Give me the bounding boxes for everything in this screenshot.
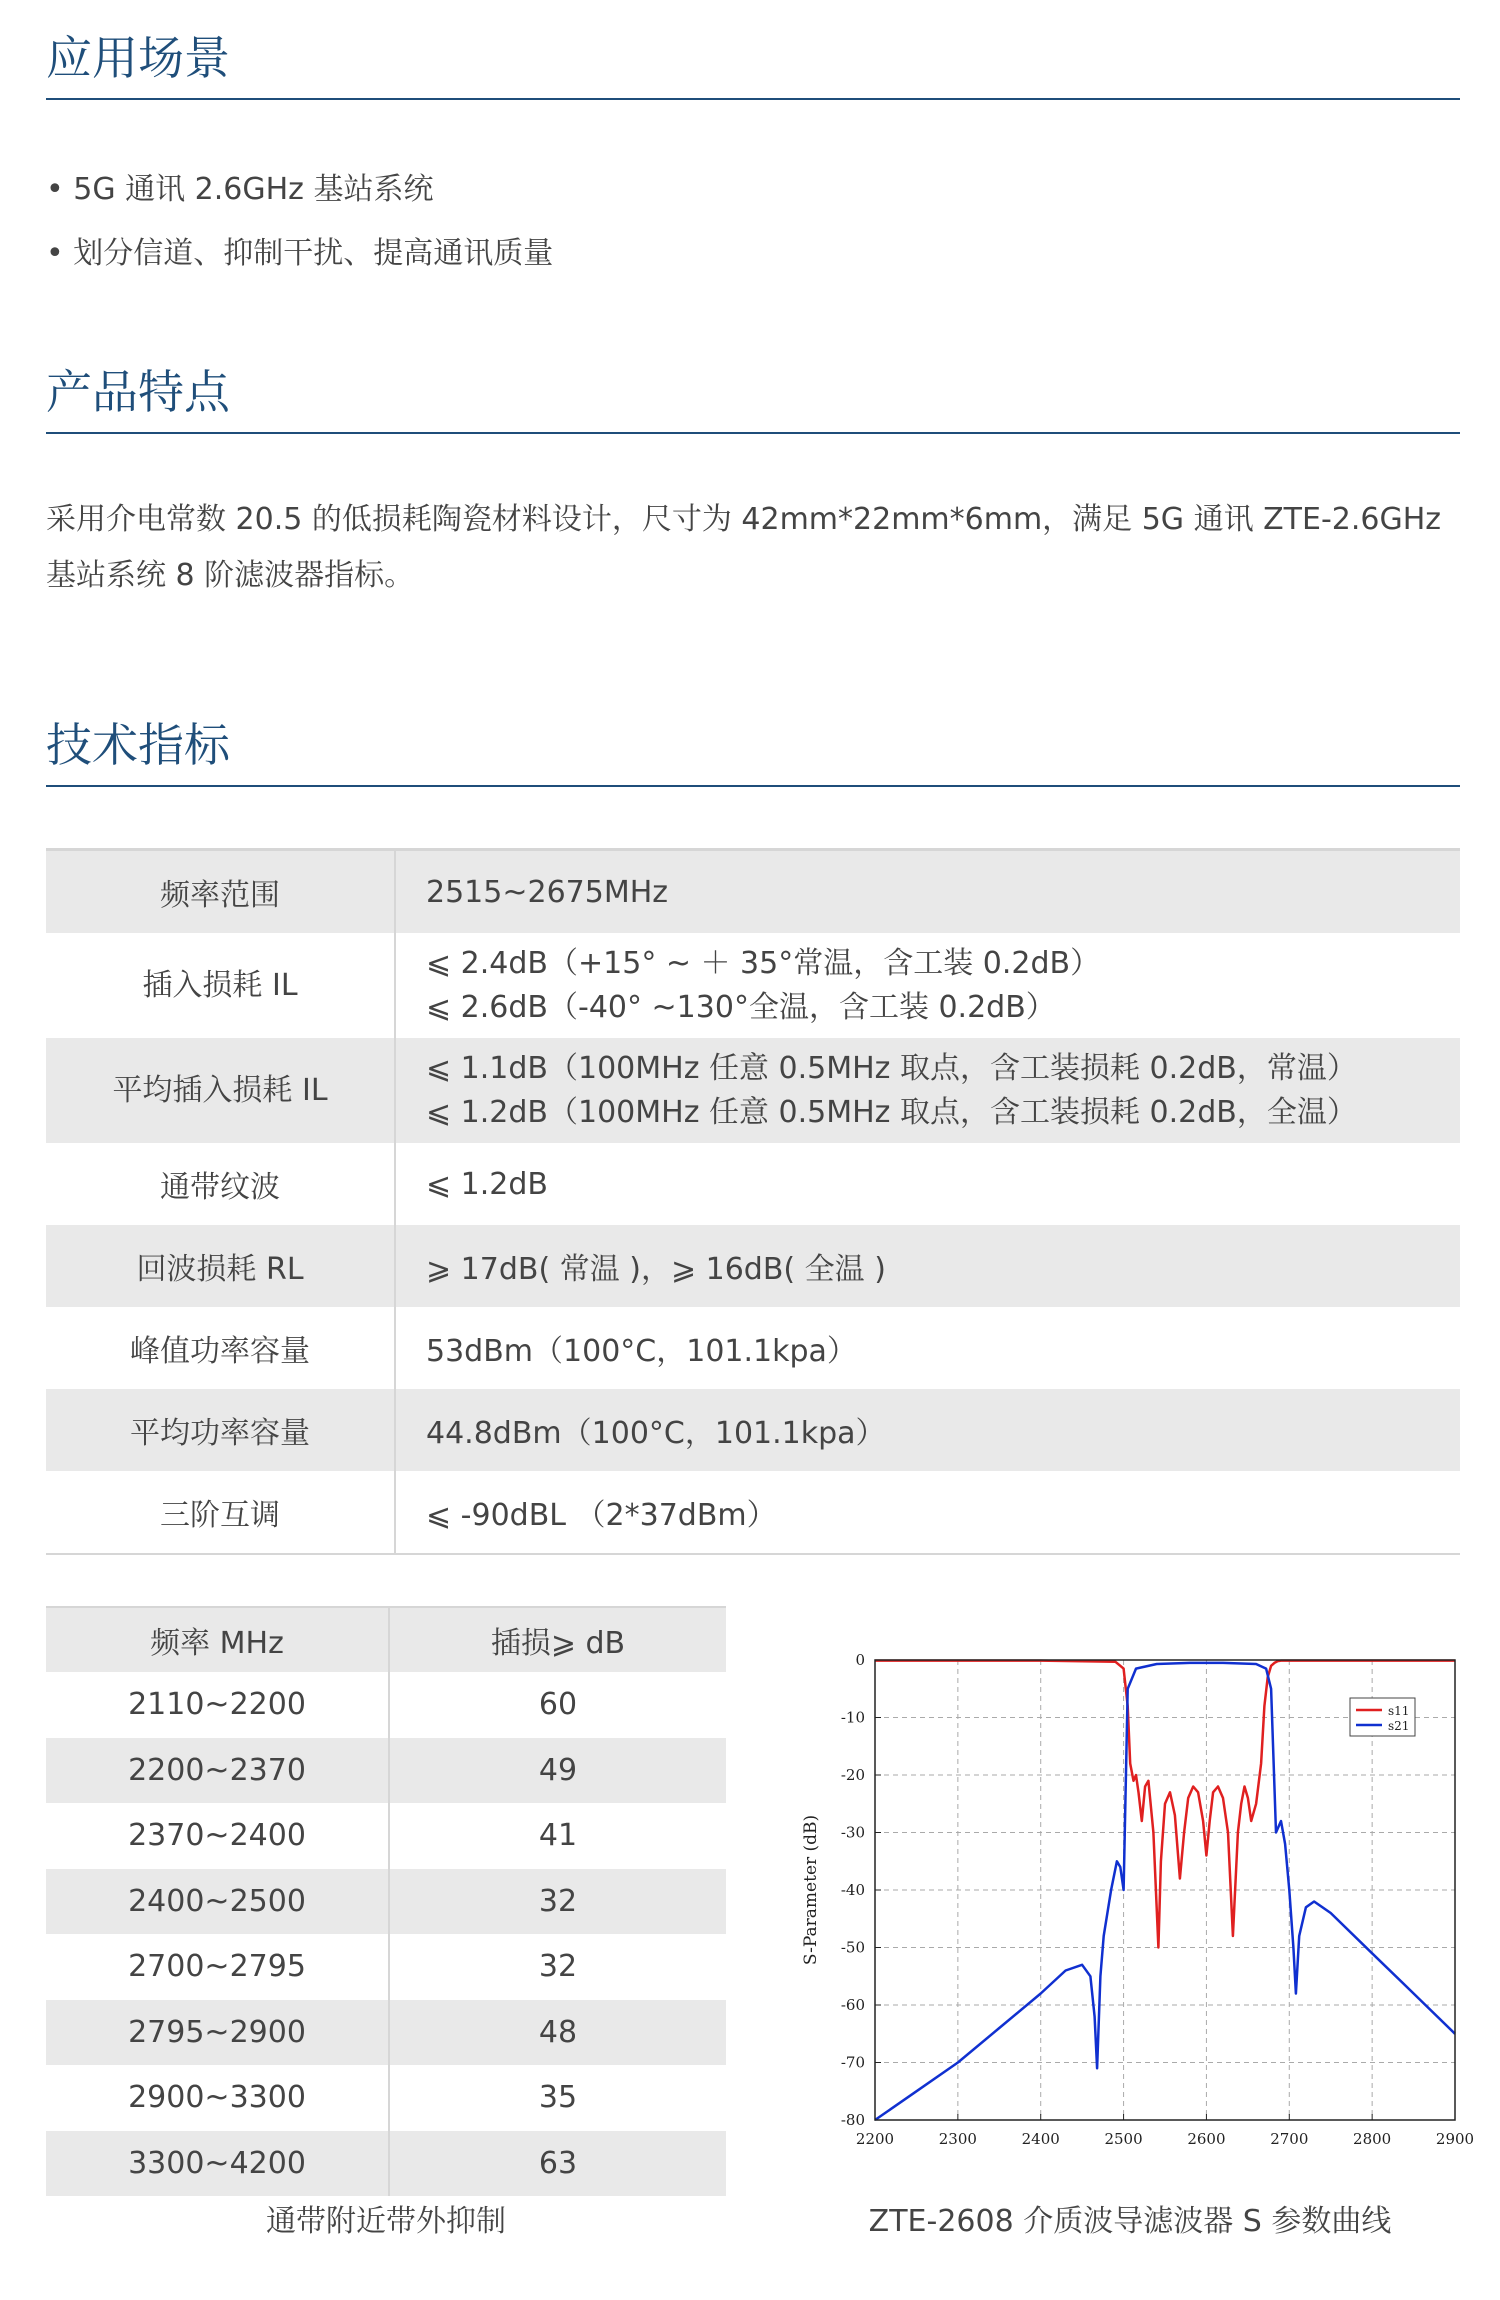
spec-row	[46, 1038, 1460, 1143]
rejection-row	[46, 2065, 726, 2131]
spec-value	[395, 933, 1460, 1038]
spec-key: 峰值功率容量	[46, 1307, 395, 1389]
y-tick-label: -70	[840, 2053, 865, 2072]
rejection-freq: 2795~2900	[46, 2000, 389, 2066]
rejection-freq: 2200~2370	[46, 1738, 389, 1804]
rejection-row	[46, 1738, 726, 1804]
spec-value: ⩾ 17dB( 常温 )，⩾ 16dB( 全温 )	[395, 1225, 1460, 1307]
rejection-row	[46, 1803, 726, 1869]
x-tick-label: 2500	[1104, 2130, 1143, 2148]
rejection-loss: 49	[389, 1738, 726, 1804]
rejection-loss: 48	[389, 2000, 726, 2066]
spec-value-line: ⩽ 1.1dB（100MHz 任意 0.5MHz 取点，含工装损耗 0.2dB，常温）	[426, 1050, 1357, 1086]
rejection-freq: 2900~3300	[46, 2065, 389, 2131]
rejection-loss: 32	[389, 1869, 726, 1935]
rejection-caption: 通带附近带外抑制	[266, 2204, 506, 2239]
y-tick-label: -30	[840, 1823, 865, 1842]
features-paragraph: 采用介电常数 20.5 的低损耗陶瓷材料设计，尺寸为 42mm*22mm*6mm，满足 5G 通讯 ZTE-2.6GHz 基站系统 8 阶滤波器指标。	[46, 502, 1442, 593]
rejection-header-row	[46, 1607, 726, 1672]
rejection-freq: 2400~2500	[46, 1869, 389, 1935]
y-tick-label: 0	[855, 1651, 865, 1669]
legend-label-s11: s11	[1388, 1704, 1410, 1718]
rejection-freq: 2700~2795	[46, 1934, 389, 2000]
spec-table	[46, 848, 1460, 1555]
spec-value: 2515~2675MHz	[395, 850, 1460, 934]
y-tick-label: -60	[840, 1996, 865, 2014]
y-tick-label: -20	[840, 1766, 865, 1784]
rejection-loss: 35	[538, 2080, 578, 2116]
rejection-row	[46, 1934, 726, 2000]
spec-value-line: ⩽ 1.2dB（100MHz 任意 0.5MHz 取点，含工装损耗 0.2dB，全温）	[426, 1094, 1357, 1130]
rejection-freq: 2110~2200	[46, 1672, 389, 1738]
application-bullets	[46, 158, 553, 286]
section-title-features: 产品特点	[46, 362, 1460, 434]
spec-value: ⩽ -90dBL （2*37dBm）	[395, 1471, 1460, 1554]
spec-key: 平均插入损耗 IL	[46, 1038, 395, 1143]
x-tick-label: 2900	[1435, 2130, 1475, 2148]
s-parameter-chart	[780, 1640, 1475, 2160]
x-tick-label: 2300	[938, 2130, 977, 2148]
x-tick-label: 2400	[1021, 2130, 1060, 2148]
rejection-freq: 3300~4200	[46, 2131, 389, 2197]
rejection-loss: 32	[538, 1949, 578, 1985]
spec-row	[46, 933, 1460, 1038]
rejection-header-freq: 频率 MHz	[46, 1607, 389, 1672]
rejection-loss: 41	[538, 1818, 578, 1854]
x-tick-label: 2600	[1187, 2130, 1226, 2148]
x-tick-label: 2700	[1270, 2130, 1309, 2148]
legend-label-s21: s21	[1388, 1719, 1410, 1733]
spec-key: 回波损耗 RL	[46, 1225, 395, 1307]
spec-key: 频率范围	[46, 850, 395, 934]
rejection-row	[46, 2000, 726, 2066]
spec-value-line: ⩽ 2.6dB（-40° ~130°全温，含工装 0.2dB）	[426, 989, 1056, 1025]
y-tick-label: -80	[840, 2111, 865, 2129]
y-tick-label: -50	[840, 1938, 865, 1957]
section-title-application: 应用场景	[46, 28, 1460, 100]
spec-value	[395, 1038, 1460, 1143]
spec-value: 44.8dBm（100°C，101.1kpa）	[395, 1389, 1460, 1471]
rejection-loss: 63	[389, 2131, 726, 2197]
chart-caption: ZTE-2608 介质波导滤波器 S 参数曲线	[868, 2204, 1392, 2239]
spec-row	[46, 1143, 1460, 1225]
y-axis-label: S-Parameter (dB)	[801, 1814, 821, 1966]
spec-value-line: ⩽ 2.4dB（+15° ~ ＋ 35°常温，含工装 0.2dB）	[426, 945, 1101, 981]
spec-row	[46, 1471, 1460, 1554]
bullet-item: • 5G 通讯 2.6GHz 基站系统	[46, 158, 553, 222]
spec-key: 三阶互调	[46, 1471, 395, 1554]
spec-row	[46, 1225, 1460, 1307]
rejection-loss: 60	[538, 1687, 578, 1723]
spec-key: 通带纹波	[46, 1143, 395, 1225]
bullet-item: • 划分信道、抑制干扰、提高通讯质量	[46, 222, 553, 286]
section-title-specs: 技术指标	[46, 715, 1460, 787]
spec-row	[46, 1307, 1460, 1389]
x-tick-label: 2800	[1353, 2130, 1392, 2148]
rejection-table	[46, 1606, 726, 2196]
rejection-row	[46, 1672, 726, 1738]
y-tick-label: -40	[840, 1881, 865, 1899]
y-tick-label: -10	[840, 1708, 865, 1727]
rejection-header-loss: 插损⩾ dB	[389, 1607, 726, 1672]
spec-value: ⩽ 1.2dB	[426, 1166, 549, 1202]
rejection-row	[46, 1869, 726, 1935]
rejection-freq: 2370~2400	[46, 1803, 389, 1869]
x-tick-label: 2200	[855, 2130, 895, 2148]
spec-row	[46, 1389, 1460, 1471]
spec-value: 53dBm（100°C，101.1kpa）	[426, 1334, 857, 1369]
spec-key: 插入损耗 IL	[46, 933, 395, 1038]
rejection-row	[46, 2131, 726, 2197]
spec-row	[46, 850, 1460, 934]
spec-key: 平均功率容量	[46, 1389, 395, 1471]
